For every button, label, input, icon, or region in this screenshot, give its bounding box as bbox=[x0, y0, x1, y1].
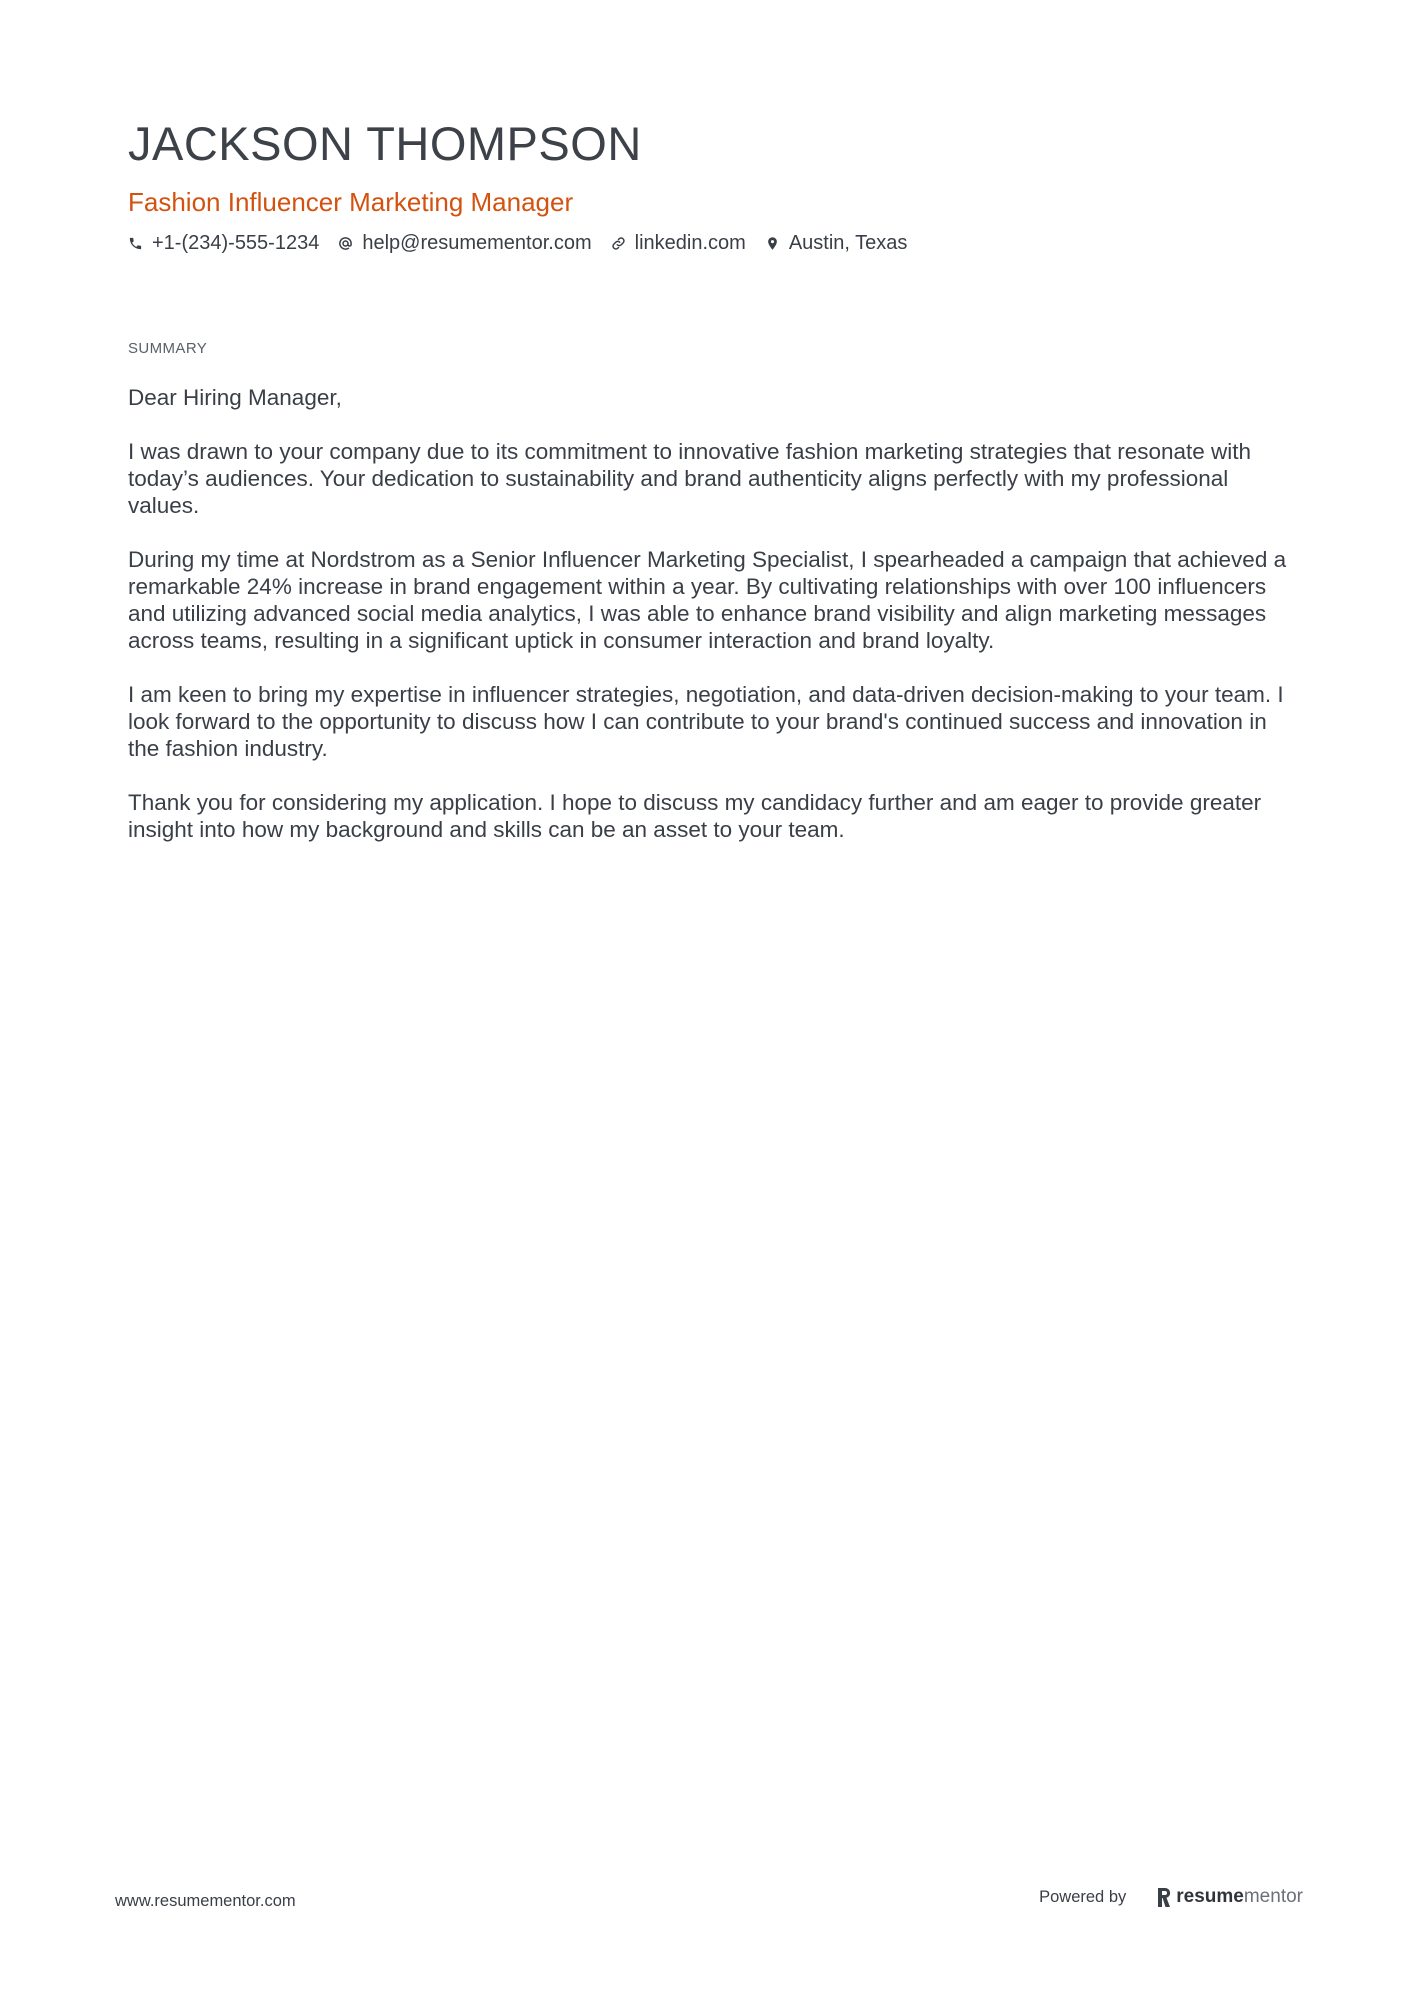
job-title: Fashion Influencer Marketing Manager bbox=[128, 187, 574, 217]
location-text: Austin, Texas bbox=[788, 232, 908, 254]
letter-paragraph: During my time at Nordstrom as a Senior Influencer Marketing Specialist, I spearheaded a campaign that achieved a remarkable 24% increase in brand engagement within a year. By cultivating relationships with over 100 influencers and utilizing advanced social media analytics, I was able to enhance brand visibility and align marketing messages across teams, resulting in a significant uptick in consumer interaction and brand loyalty. bbox=[128, 547, 1287, 653]
letter-greeting: Dear Hiring Manager, bbox=[128, 385, 342, 410]
powered-by-label: Powered by bbox=[1039, 1887, 1127, 1906]
contact-email[interactable] bbox=[338, 229, 591, 257]
brand-name-part2: mentor bbox=[1243, 1886, 1303, 1907]
footer-branding bbox=[1039, 1886, 1303, 1908]
letter-body bbox=[128, 384, 1288, 843]
letter-paragraph: I was drawn to your company due to its commitment to innovative fashion marketing strategies that resonate with today’s audiences. Your dedication to sustainability and brand authenticity aligns perfectly with my professional values. bbox=[128, 439, 1252, 518]
phone-number: +1-(234)-555-1234 bbox=[152, 232, 320, 254]
section-title: SUMMARY bbox=[128, 340, 208, 357]
brand-name-part1: resume bbox=[1176, 1886, 1244, 1907]
candidate-name: JACKSON THOMPSON bbox=[128, 117, 642, 170]
summary-section bbox=[128, 338, 1288, 870]
footer-website[interactable]: www.resumementor.com bbox=[115, 1892, 296, 1910]
at-icon bbox=[338, 236, 353, 251]
location-pin-icon bbox=[765, 236, 780, 251]
link-icon bbox=[611, 236, 626, 251]
contact-phone bbox=[128, 229, 319, 257]
contact-link[interactable] bbox=[611, 229, 746, 257]
phone-icon bbox=[128, 236, 143, 251]
header bbox=[128, 112, 1288, 257]
letter-paragraph: Thank you for considering my application. I hope to discuss my candidacy further and am eager to provide greater insight into how my background and skills can be an asset to your team. bbox=[128, 790, 1262, 842]
email-address: help@resumementor.com bbox=[362, 232, 592, 254]
contact-location bbox=[765, 229, 908, 257]
profile-link: linkedin.com bbox=[634, 232, 746, 254]
letter-paragraph: I am keen to bring my expertise in influencer strategies, negotiation, and data-driven decision-making to your team. I look forward to the opportunity to discuss how I can contribute to your brand's continued success and innovation in the fashion industry. bbox=[128, 682, 1284, 761]
brand-logo[interactable] bbox=[1156, 1886, 1303, 1908]
resumementor-logo-icon bbox=[1156, 1887, 1172, 1908]
contact-bar bbox=[128, 229, 1288, 257]
